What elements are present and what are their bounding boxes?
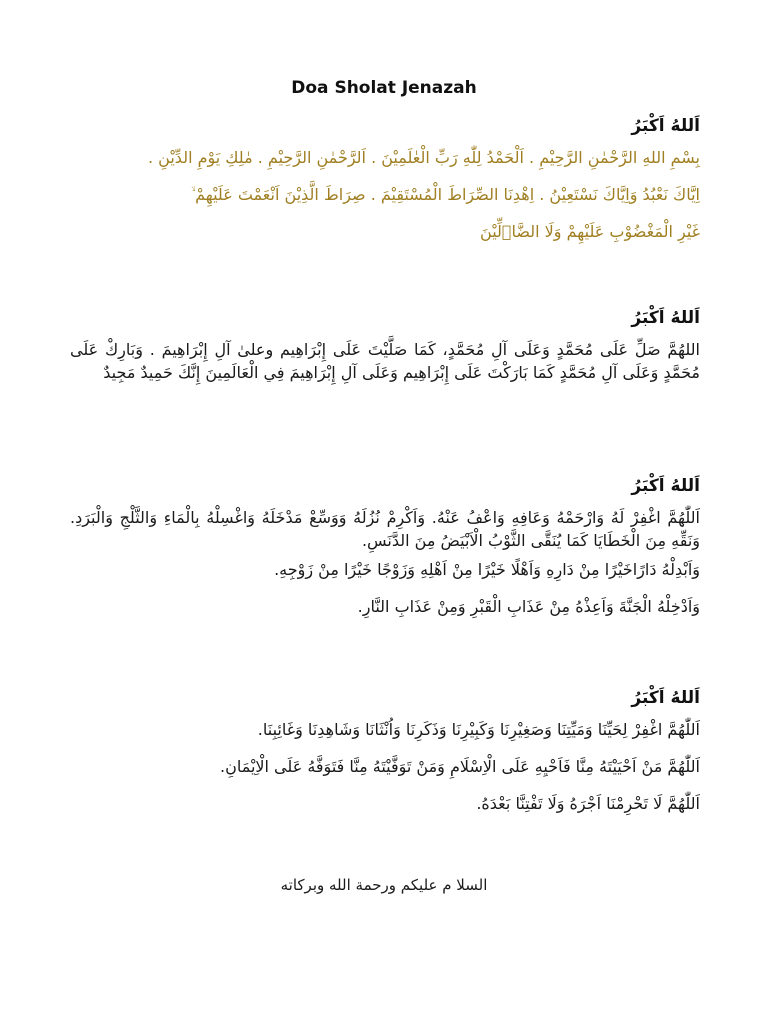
takbir-heading-2: اَللهُ اَكْبَرُ bbox=[631, 308, 700, 328]
doa4-line-2: اَللّٰهُمَّ مَنْ اَحْيَيْتَهُ مِنَّا فَاَحْيِهِ عَلَى الْاِسْلَامِ وَمَنْ تَوَفَّيْتَهُ مِنَّا فَتَوَفَّهُ عَلَى الْاِيْمَانِ. bbox=[219, 757, 700, 776]
takbir-section-1 bbox=[70, 116, 700, 257]
doa4-line-1: اَللّٰهُمَّ اغْفِرْ لِحَيِّنَا وَمَيِّتِنَا وَصَغِيْرِنَا وَكَبِيْرِنَا وَذَكَرِنَا وَاُنْثَانَا وَشَاهِدِنَا وَغَائِبِنَا. bbox=[257, 720, 700, 739]
document-title: Doa Sholat Jenazah bbox=[291, 78, 477, 98]
takbir-heading-4: اَللهُ اَكْبَرُ bbox=[631, 688, 700, 708]
takbir-heading-3: اَللهُ اَكْبَرُ bbox=[631, 476, 700, 496]
takbir-section-2 bbox=[70, 308, 700, 390]
fatihah-line-2: اِيَّاكَ نَعْبُدُ وَاِيَّاكَ نَسْتَعِيْنُ . اِهْدِنَا الصِّرَاطَ الْمُسْتَقِيْمَ . صِرَاطَ الَّذِيْنَ اَنْعَمْتَ عَلَيْهِمْ ۙ bbox=[191, 185, 700, 204]
doa-line-3: وَاَدْخِلْهُ الْجَنَّةَ وَاَعِذْهُ مِنْ عَذَابِ الْقَبْرِ وَمِنْ عَذَابِ النَّارِ. bbox=[357, 597, 700, 616]
takbir-heading-1: اَللهُ اَكْبَرُ bbox=[631, 116, 700, 136]
doa-line-2: وَاَبْدِلْهُ دَارًاخَيْرًا مِنْ دَارِهِ وَاَهْلًا خَيْرًا مِنْ اَهْلِهِ وَزَوْجًا خَيْرًا مِنْ زَوْجِهِ. bbox=[274, 560, 700, 579]
closing-salam: السلا م عليكم ورحمة الله وبركاته bbox=[280, 876, 488, 894]
takbir-section-4 bbox=[70, 688, 700, 829]
fatihah-line-3: غَيْرِ الْمَغْضُوْبِ عَلَيْهِمْ وَلَا الضَّاۤلِّيْنَ bbox=[480, 222, 700, 241]
doa4-line-3: اَللّٰهُمَّ لَا تَحْرِمْنَا اَجْرَهُ وَلَا تَفْتِنَّا بَعْدَهُ. bbox=[476, 794, 700, 813]
fatihah-line-1: بِسْمِ اللهِ الرَّحْمٰنِ الرَّحِيْمِ . اَلْحَمْدُ لِلّٰهِ رَبِّ الْعٰلَمِيْنَ . اَلرَّحْمٰنِ الرَّحِيْمِ . مٰلِكِ يَوْمِ الدِّيْنِ . bbox=[147, 148, 700, 167]
takbir-section-3 bbox=[70, 476, 700, 632]
doa-paragraph-1: اَللّٰهُمَّ اغْفِرْ لَهُ وَارْحَمْهُ وَعَافِهِ وَاعْفُ عَنْهُ. وَاَكْرِمْ نُزُلَهُ وَوَسِّعْ مَدْخَلَهُ وَاغْسِلْهُ بِالْمَاءِ وَالثَّلْجِ وَالْبَرَدِ. وَنَقِّهِ مِنَ الْخَطَايَا كَمَا يُنَقَّى الثَّوْبُ الْاَبْيَضُ مِنَ الدَّنَسِ. bbox=[70, 508, 700, 550]
shalawat-paragraph: اللهُمَّ صَلِّ عَلَى مُحَمَّدٍ وَعَلَى آلِ مُحَمَّدٍ، كَمَا صَلَّيْتَ عَلَى إِبْرَاهِيم وعلىٰ آلِ إِبْرَاهِيمَ . وَبَارِكْ عَلَى مُحَمَّدٍ وَعَلَى آلِ مُحَمَّدٍ كَمَا بَارَكْتَ عَلَى إِبْرَاهِيم وَعَلَى آلِ إِبْرَاهِيمَ فِي الْعَالَمِينَ إِنَّكَ حَمِيدٌ مَجِيدٌ bbox=[70, 340, 700, 382]
